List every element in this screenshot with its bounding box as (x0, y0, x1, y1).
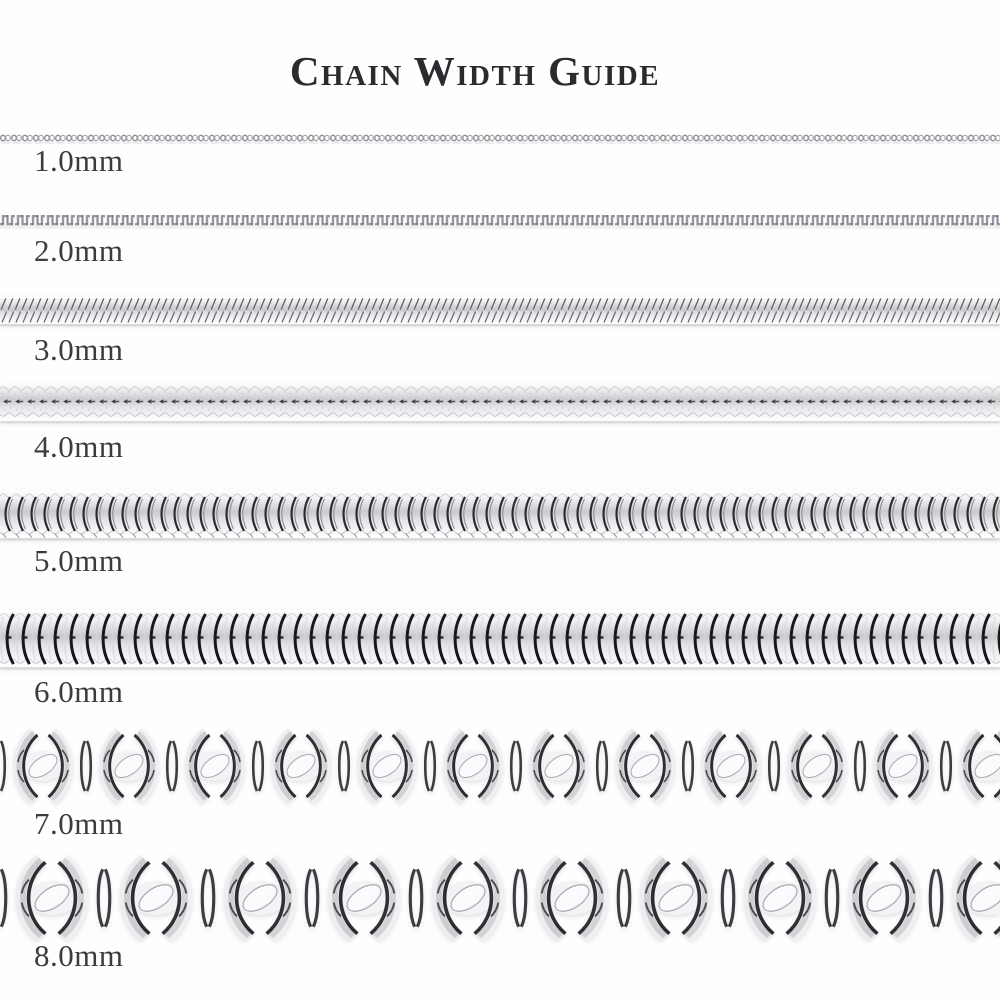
chain-image-snake-4mm (0, 379, 1000, 424)
chain-image-snake-5mm (0, 486, 1000, 542)
chain-image-snake-6mm (0, 606, 1000, 671)
chain-size-label: 3.0mm (34, 332, 124, 367)
chain-size-label: 4.0mm (34, 429, 124, 464)
chain-size-label: 6.0mm (34, 674, 124, 709)
chain-image-cable-1mm (0, 133, 1000, 145)
chain-size-label: 7.0mm (34, 806, 124, 841)
chain-image-box-2mm (0, 210, 1000, 230)
page-title: Chain Width Guide (289, 48, 661, 95)
chain-image-snake-3mm (0, 294, 1000, 327)
chain-size-label: 5.0mm (34, 543, 124, 578)
chain-image-rope-8mm (0, 852, 1000, 944)
chain-size-label: 1.0mm (34, 143, 124, 178)
chain-size-label: 8.0mm (34, 938, 124, 973)
chain-size-label: 2.0mm (34, 233, 124, 268)
chain-image-rope-7mm (0, 726, 1000, 806)
